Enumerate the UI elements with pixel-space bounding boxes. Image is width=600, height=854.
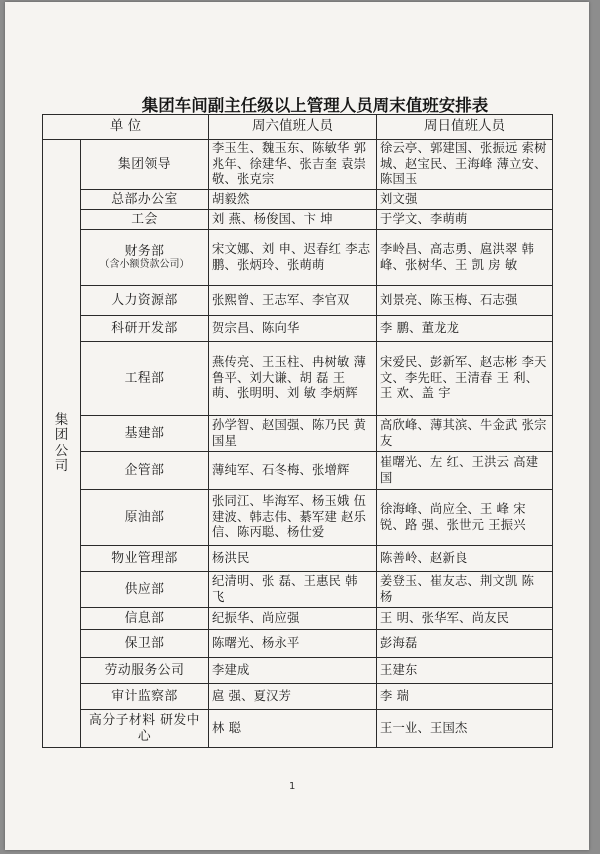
table-row — [43, 286, 553, 316]
department-cell — [81, 630, 209, 658]
saturday-duty-names: 扈 强、夏汉芳 — [209, 684, 377, 710]
header-saturday: 周六值班人员 — [209, 115, 377, 140]
department-cell — [81, 416, 209, 452]
sunday-duty-names: 李 瑞 — [377, 684, 553, 710]
saturday-duty-names: 胡毅然 — [209, 190, 377, 210]
department-cell — [81, 546, 209, 572]
sunday-duty-names: 李岭昌、高志勇、扈洪翠 韩 峰、张树华、王 凯 房 敏 — [377, 230, 553, 286]
sunday-duty-names: 宋爱民、彭新军、赵志彬 李天文、李先旺、王清春 王 利、王 欢、盖 宇 — [377, 342, 553, 416]
sunday-duty-names: 徐海峰、尚应全、王 峰 宋 锐、路 强、张世元 王振兴 — [377, 490, 553, 546]
saturday-duty-names: 张同江、毕海军、杨玉娥 伍建波、韩志伟、綦军建 赵乐信、陈丙聪、杨仕爱 — [209, 490, 377, 546]
department-cell — [81, 230, 209, 286]
department-name: 信息部 — [124, 610, 165, 626]
table-row — [43, 572, 553, 608]
department-cell — [81, 490, 209, 546]
department-cell — [81, 190, 209, 210]
department-cell — [81, 342, 209, 416]
department-name: 工程部 — [124, 370, 165, 386]
sunday-duty-names: 陈善岭、赵新良 — [377, 546, 553, 572]
page-number: 1 — [289, 781, 296, 792]
saturday-duty-names: 宋文娜、刘 申、迟春红 李志鹏、张炳玲、张萌萌 — [209, 230, 377, 286]
sunday-duty-names: 王一业、王国杰 — [377, 710, 553, 748]
page-title: 集团车间副主任级以上管理人员周末值班安排表 — [141, 96, 489, 115]
department-name: 总部办公室 — [111, 191, 178, 207]
department-name: 高分子材料 研发中心 — [89, 713, 200, 744]
table-row — [43, 140, 553, 190]
department-cell — [81, 572, 209, 608]
department-cell — [81, 608, 209, 630]
duty-roster-table — [42, 114, 553, 748]
sunday-duty-names: 徐云亭、郭建国、张振远 索树城、赵宝民、王海峰 薄立安、陈国玉 — [377, 140, 553, 190]
table-row — [43, 230, 553, 286]
department-cell — [81, 316, 209, 342]
department-note: （含小额贷款公司） — [99, 259, 190, 271]
table-row — [43, 452, 553, 490]
sunday-duty-names: 刘景亮、陈玉梅、石志强 — [377, 286, 553, 316]
sunday-duty-names: 高欣峰、薄其滨、牛金武 张宗友 — [377, 416, 553, 452]
table-row — [43, 630, 553, 658]
saturday-duty-names: 张熙曾、王志军、李官双 — [209, 286, 377, 316]
department-name: 审计监察部 — [111, 688, 178, 704]
table-row — [43, 608, 553, 630]
department-name: 基建部 — [124, 425, 165, 441]
saturday-duty-names: 燕传亮、王玉柱、冉树敏 薄鲁平、刘大谦、胡 磊 王 萌、张明明、刘 敏 李炳辉 — [209, 342, 377, 416]
department-cell — [81, 286, 209, 316]
table-row — [43, 684, 553, 710]
table-row — [43, 710, 553, 748]
table-row — [43, 316, 553, 342]
sunday-duty-names: 刘文强 — [377, 190, 553, 210]
document-page — [5, 2, 589, 850]
table-row — [43, 342, 553, 416]
sunday-duty-names: 于学文、李萌萌 — [377, 210, 553, 230]
saturday-duty-names: 孙学智、赵国强、陈乃民 黄国星 — [209, 416, 377, 452]
department-name: 物业管理部 — [111, 550, 178, 566]
saturday-duty-names: 刘 燕、杨俊国、卞 坤 — [209, 210, 377, 230]
sunday-duty-names: 姜登玉、崔友志、荆文凯 陈 杨 — [377, 572, 553, 608]
saturday-duty-names: 李玉生、魏玉东、陈敏华 郭兆年、徐建华、张吉奎 袁崇敬、张克宗 — [209, 140, 377, 190]
saturday-duty-names: 贺宗昌、陈向华 — [209, 316, 377, 342]
saturday-duty-names: 纪振华、尚应强 — [209, 608, 377, 630]
department-name: 供应部 — [124, 581, 165, 597]
table-row — [43, 546, 553, 572]
department-name: 工会 — [131, 211, 158, 227]
department-name: 人力资源部 — [111, 292, 178, 308]
header-unit: 单 位 — [43, 115, 209, 140]
saturday-duty-names: 林 聪 — [209, 710, 377, 748]
sunday-duty-names: 彭海磊 — [377, 630, 553, 658]
table-row — [43, 490, 553, 546]
saturday-duty-names: 李建成 — [209, 658, 377, 684]
department-cell — [81, 452, 209, 490]
sunday-duty-names: 崔曙光、左 红、王洪云 高建国 — [377, 452, 553, 490]
department-name: 企管部 — [124, 462, 165, 478]
department-name: 科研开发部 — [111, 320, 178, 336]
saturday-duty-names: 纪清明、张 磊、王惠民 韩 飞 — [209, 572, 377, 608]
table-row — [43, 210, 553, 230]
department-cell — [81, 140, 209, 190]
sunday-duty-names: 王建东 — [377, 658, 553, 684]
group-label: 集团公司 — [54, 411, 69, 474]
sunday-duty-names: 王 明、张华军、尚友民 — [377, 608, 553, 630]
saturday-duty-names: 陈曙光、杨永平 — [209, 630, 377, 658]
department-cell — [81, 658, 209, 684]
sunday-duty-names: 李 鹏、董龙龙 — [377, 316, 553, 342]
department-cell — [81, 710, 209, 748]
table-row — [43, 190, 553, 210]
department-name: 保卫部 — [124, 635, 165, 651]
department-name: 集团领导 — [117, 156, 172, 172]
department-name: 原油部 — [124, 509, 165, 525]
department-name: 劳动服务公司 — [104, 662, 185, 678]
group-label-cell — [43, 140, 81, 748]
header-sunday: 周日值班人员 — [377, 115, 553, 140]
department-cell — [81, 684, 209, 710]
saturday-duty-names: 薄纯军、石冬梅、张增辉 — [209, 452, 377, 490]
table-row — [43, 658, 553, 684]
department-cell — [81, 210, 209, 230]
saturday-duty-names: 杨洪民 — [209, 546, 377, 572]
department-name: 财务部 — [124, 243, 165, 259]
table-row — [43, 416, 553, 452]
table-header-row — [43, 115, 553, 140]
